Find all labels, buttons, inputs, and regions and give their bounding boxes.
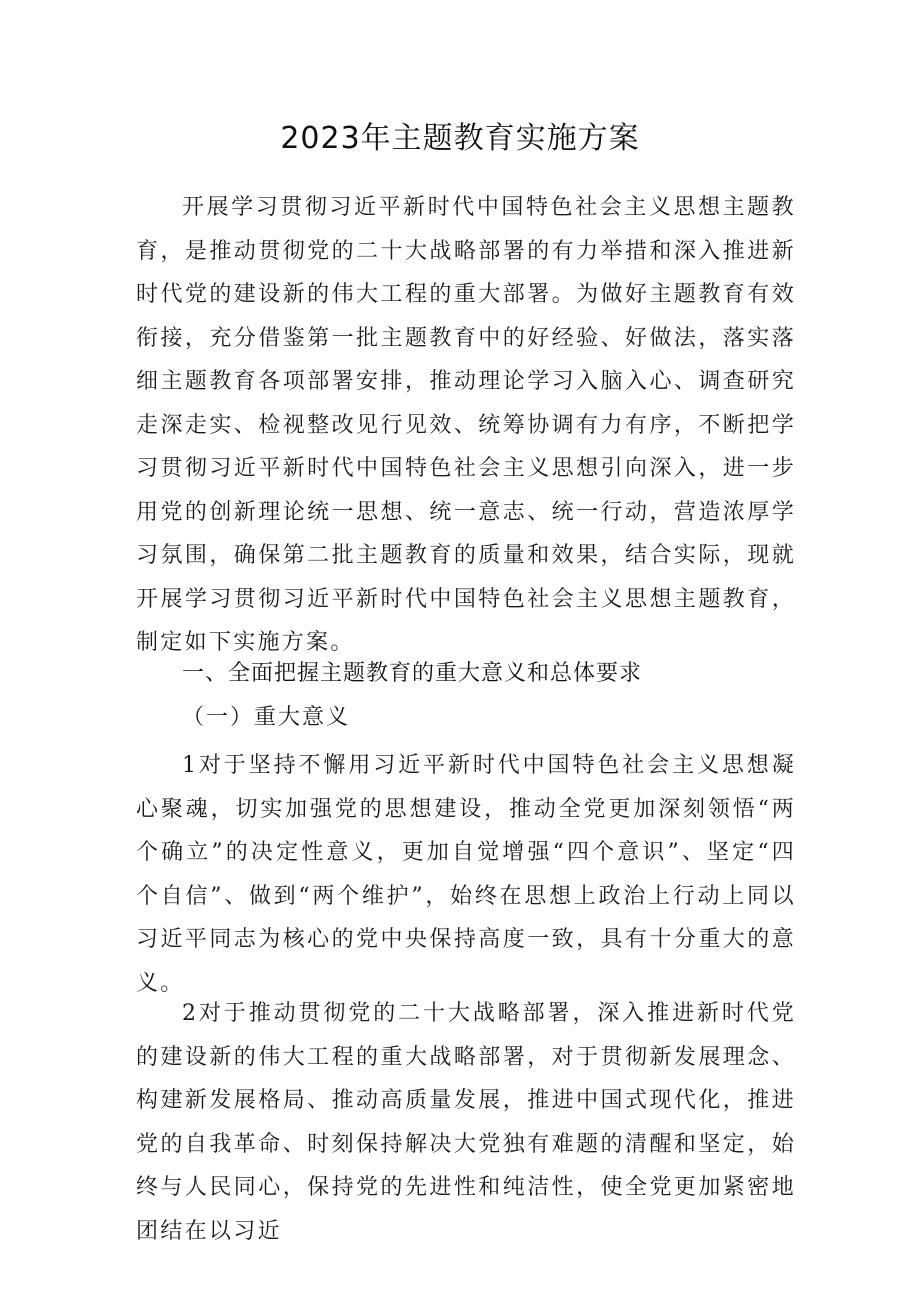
document-title: 2023年主题教育实施方案 [280, 121, 640, 156]
subsection-heading: （一）重大意义 [182, 705, 351, 730]
section-heading: 一、全面把握主题教育的重大意义和总体要求 [182, 661, 643, 686]
paragraph-1: 1对于坚持不懈用习近平新时代中国特色社会主义思想凝心聚魂，切实加强党的思想建设，推动全党更加深刻领悟“两个确立”的决定性意义，更加自觉增强“四个意识”、坚定“四个自信”、做到“两个维护”，始终在思想上政治上行动上同以习近平同志为核心的党中央保持高度一致，具有十分重大的意义。 [136, 753, 796, 996]
paragraph-2: 2对于推动贯彻党的二十大战略部署，深入推进新时代党的建设新的伟大工程的重大战略部署，对于贯彻新发展理念、构建新发展格局、推动高质量发展，推进中国式现代化，推进党的自我革命、时刻保持解决大党独有难题的清醒和坚定，始终与人民同心，保持党的先进性和纯洁性，使全党更加紧密地团结在以习近 [136, 1001, 796, 1244]
intro-paragraph: 开展学习贯彻习近平新时代中国特色社会主义思想主题教育，是推动贯彻党的二十大战略部署的有力举措和深入推进新时代党的建设新的伟大工程的重大部署。为做好主题教育有效衔接，充分借鉴第一批主题教育中的好经验、好做法，落实落细主题教育各项部署安排，推动理论学习入脑入心、调查研究走深走实、检视整改见行见效、统筹协调有力有序，不断把学习贯彻习近平新时代中国特色社会主义思想引向深入，进一步用党的创新理论统一思想、统一意志、统一行动，营造浓厚学习氛围，确保第二批主题教育的质量和效果，结合实际，现就开展学习贯彻习近平新时代中国特色社会主义思想主题教育，制定如下实施方案。 [136, 195, 796, 655]
